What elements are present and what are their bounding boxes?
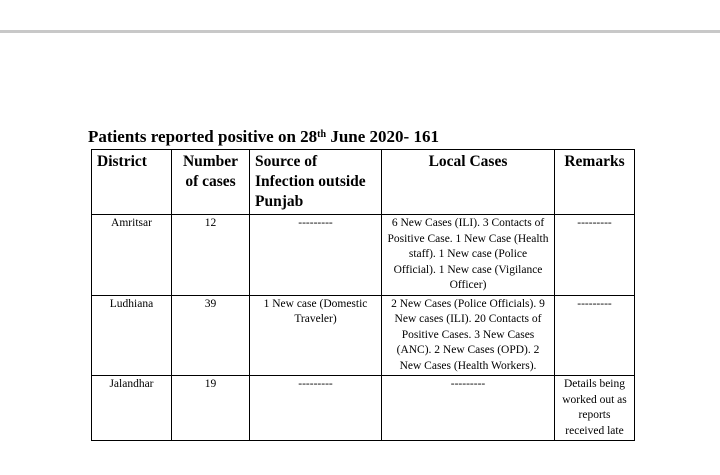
district-cell: Amritsar [92, 215, 172, 296]
source-cell: --------- [250, 215, 382, 296]
header-source-of-infection: Source of Infection outside Punjab [250, 150, 382, 215]
remarks-cell: --------- [555, 295, 635, 376]
title-ordinal-suffix: th [317, 129, 327, 140]
cases-cell: 12 [172, 215, 250, 296]
title-prefix: Patients reported positive on 28 [88, 127, 318, 146]
district-cell: Jalandhar [92, 376, 172, 441]
header-number-of-cases: Number of cases [172, 150, 250, 215]
header-local-cases: Local Cases [382, 150, 555, 215]
page-title [88, 127, 439, 147]
local-cases-cell: 6 New Cases (ILI). 3 Contacts of Positive Case. 1 New Case (Health staff). 1 New case (Police Official). 1 New case (Vigilance Officer) [382, 215, 555, 296]
local-cases-cell: 2 New Cases (Police Officials). 9 New cases (ILI). 20 Contacts of Positive Cases. 3 New Cases (ANC). 2 New Cases (OPD). 2 New Cases (Health Workers). [382, 295, 555, 376]
source-cell: --------- [250, 376, 382, 441]
source-cell: 1 New case (Domestic Traveler) [250, 295, 382, 376]
remarks-cell: --------- [555, 215, 635, 296]
district-cell: Ludhiana [92, 295, 172, 376]
header-district: District [92, 150, 172, 215]
table-header-row [92, 150, 635, 215]
positive-cases-table [91, 149, 635, 441]
cases-cell: 19 [172, 376, 250, 441]
table-row [92, 376, 635, 441]
cases-cell: 39 [172, 295, 250, 376]
header-remarks: Remarks [555, 150, 635, 215]
title-suffix: June 2020- 161 [326, 127, 439, 146]
table-row [92, 295, 635, 376]
remarks-cell: Details being worked out as reports received late [555, 376, 635, 441]
top-divider [0, 30, 720, 33]
local-cases-cell: --------- [382, 376, 555, 441]
table-row [92, 215, 635, 296]
